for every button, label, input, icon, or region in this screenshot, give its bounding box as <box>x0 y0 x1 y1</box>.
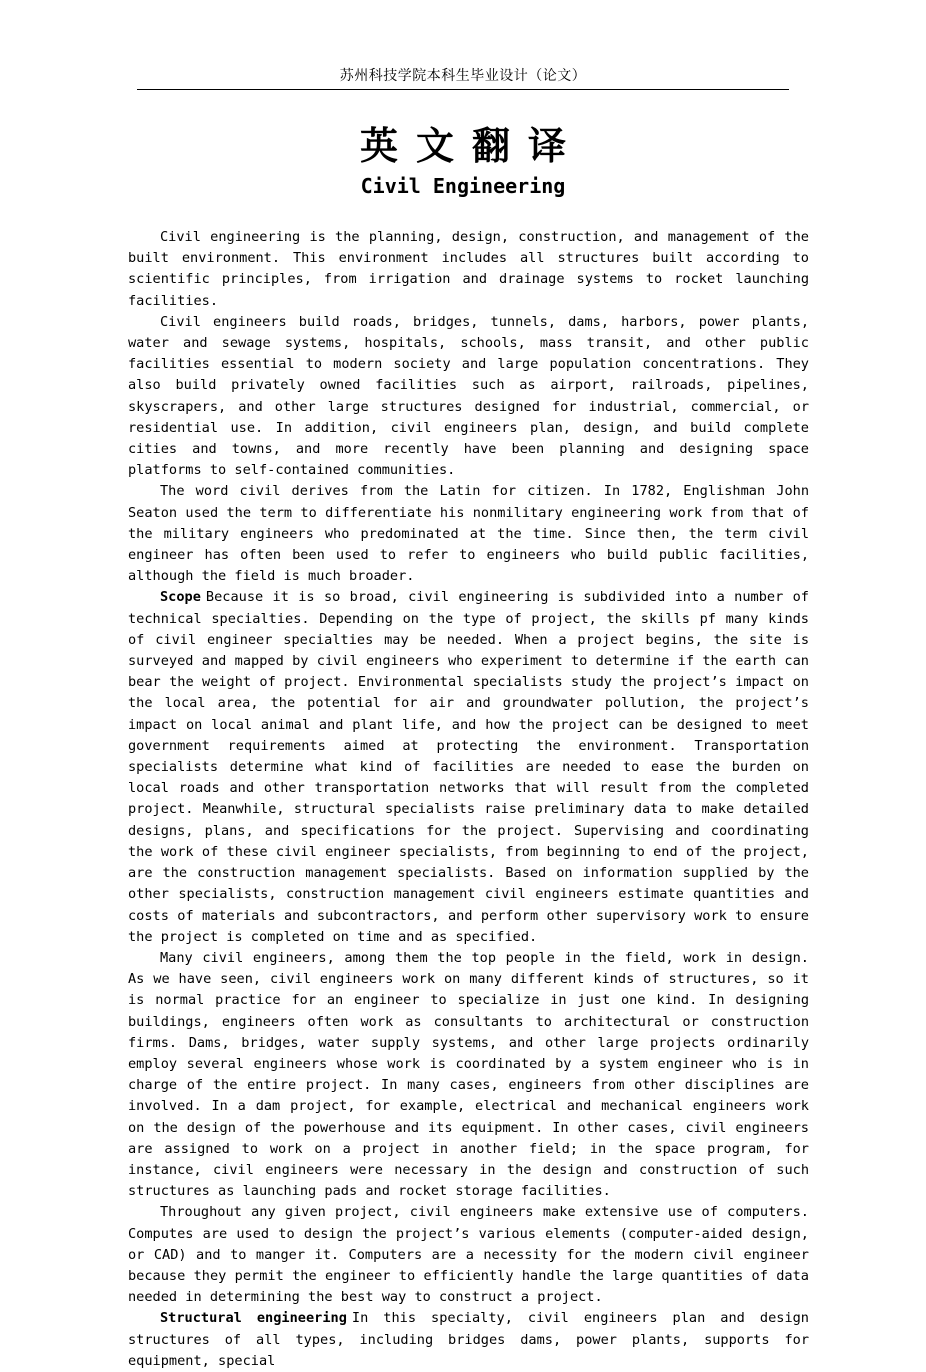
document-title: 英文翻译 <box>359 123 584 168</box>
paragraph-structural <box>128 1308 809 1372</box>
paragraph-text: The word civil derives from the Latin for citizen. In 1782, Englishman John Seaton used the term to differentiate his nonmilitary engineering work from that of the military engineers who predominated at the time. Since then, the term civil engineer has often been used to refer to engineers who build public facilities, although the field is much broader. <box>128 483 809 585</box>
paragraph-text: Civil engineers build roads, bridges, tunnels, dams, harbors, power plants, water and sewage systems, hospitals, schools, mass transit, and other public facilities essential to modern society and large population concentrations. They also build privately owned facilities such as airport, railroads, pipelines, skyscrapers, and other large structures designed for industrial, commercial, or residential use. In addition, civil engineers plan, design, and build complete cities and towns, and more recently have been planning and designing space platforms to self-contained communities. <box>128 313 809 479</box>
paragraph <box>128 1202 809 1308</box>
paragraph-text: In this specialty, civil engineers plan and design structures of all types, including bridges dams, power plants, supports for equipment, special <box>128 1310 809 1369</box>
section-lead-structural: Structural engineering <box>160 1310 347 1327</box>
paragraph-scope <box>128 587 809 947</box>
running-header: 苏州科技学院本科生毕业设计（论文） <box>339 68 587 84</box>
paragraph <box>128 948 809 1202</box>
paragraph <box>128 227 809 312</box>
body-text <box>128 227 809 1372</box>
paragraph-text: Civil engineering is the planning, design, construction, and management of the built environment. This environment includes all structures built according to scientific principles, from irrigation and drainage systems to rocket launching facilities. <box>128 229 809 309</box>
header-rule <box>137 89 789 90</box>
paragraph-text: Many civil engineers, among them the top people in the field, work in design. As we have seen, civil engineers work on many different kinds of structures, so it is normal practice for an engineer to specialize in just one kind. In designing buildings, engineers often work as consultants to architectural or construction firms. Dams, bridges, water supply systems, and other large projects ordinarily employ several engineers whose work is coordinated by a system engineer who is in charge of the entire project. In many cases, engineers from other disciplines are involved. In a dam project, for example, electrical and mechanical engineers work on the design of the powerhouse and its equipment. In other cases, civil engineers are assigned to work on a project in another field; in the space program, for instance, civil engineers were necessary in the design and construction of such structures as launching pads and rocket storage facilities. <box>128 949 809 1200</box>
paragraph <box>128 312 809 482</box>
document-subtitle: Civil Engineering <box>360 174 566 198</box>
paragraph-text: Because it is so broad, civil engineering is subdivided into a number of technical specialties. Depending on the type of project, the skills pf many kinds of civil engineer specialties may be needed. When a project begins, the site is surveyed and mapped by civil engineers who experiment to determine if the earth can bear the weight of project. Environmental specialists study the project’s impact on the local area, the potential for air and groundwater pollution, the project’s impact on local animal and plant life, and how the project can be designed to meet government requirements aimed at protecting the environment. Transportation specialists determine what kind of facilities are needed to ease the burden on local roads and other transportation networks that will result from the completed project. Meanwhile, structural specialists raise preliminary data to make detailed designs, plans, and specifications for the project. Supervising and coordinating the work of these civil engineer specialists, from beginning to end of the project, are the construction management specialists. Based on information supplied by the other specialists, construction management civil engineers estimate quantities and costs of materials and subcontractors, and perform other supervisory work to ensure the project is completed on time and as specified. <box>128 589 809 945</box>
paragraph-text: Throughout any given project, civil engineers make extensive use of computers. Computes are used to design the project’s various elements (computer-aided design, or CAD) and to manger it. Computers are a necessity for the modern civil engineer because they permit the engineer to efficiently handle the large quantities of data needed in determining the best way to construct a project. <box>128 1204 809 1306</box>
section-lead-scope: Scope <box>160 589 201 606</box>
paragraph <box>128 481 809 587</box>
